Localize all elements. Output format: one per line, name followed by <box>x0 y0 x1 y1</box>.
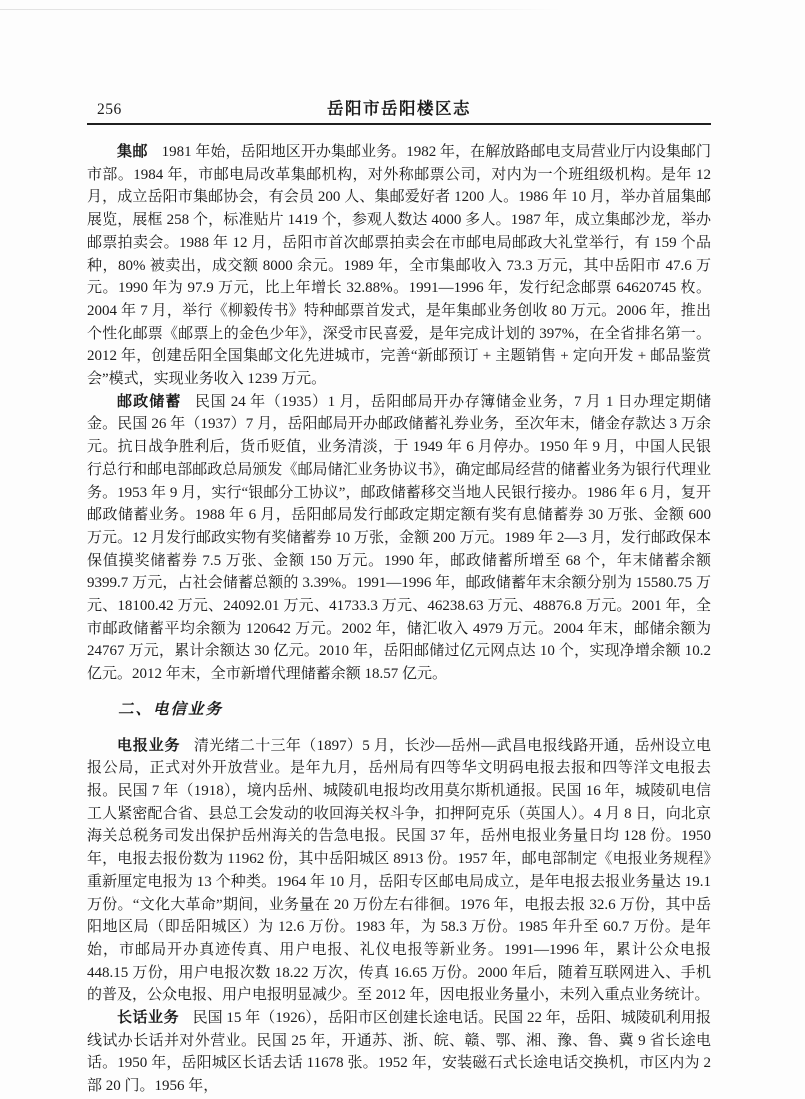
entry-text: 民国 24 年（1935）1 月，岳阳邮局开办存簿储金业务，7 月 1 日办理定期储金。民国 26 年（1937）7 月，岳阳邮局开办邮政储蓄礼券业务，至次年末，储金存款达 3 万余元。抗日战争胜利后，货币贬值，业务清淡，于 1949 年 6 月停办。1950 年 9 月，中国人民银行总行和邮电部邮政总局颁发《邮局储汇业务协议书》，确定邮局经营的储蓄业务为银行代理业务。1953 年 9 月，实行“银邮分工协议”，邮政储蓄移交当地人民银行接办。1986 年 6 月，复开邮政储蓄业务。1988 年 6 月，岳阳邮局发行邮政定期定额有奖有息储蓄券 30 万张、金额 600 万元。12 月发行邮政实物有奖储蓄券 10 万张，金额 200 万元。1989 年 2—3 月，发行邮政保本保值摸奖储蓄券 7.5 万张、金额 150 万元。1990 年，邮政储蓄所增至 68 个，年末储蓄余额 9399.7 万元，占社会储蓄总额的 3.39%。1991—1996 年，邮政储蓄年末余额分别为 15580.75 万元、18100.42 万元、24092.01 万元、41733.3 万元、46238.63 万元、48876.8 万元。2001 年，全市邮政储蓄平均余额为 120642 万元。2002 年，储汇收入 4979 万元。2004 年末，邮储余额为 24767 万元，累计余额达 30 亿元。2010 年，岳阳邮储过亿元网点达 10 个，实现净增余额 10.2 亿元。2012 年末，全市新增代理储蓄余额 18.57 亿元。 <box>87 393 711 683</box>
entry-paragraph <box>87 141 711 391</box>
entry-paragraph <box>87 1007 711 1098</box>
section-heading: 二、电信业务 <box>118 700 224 718</box>
page-header <box>87 99 711 120</box>
page-body <box>87 141 711 1098</box>
entry-text: 1981 年始，岳阳地区开办集邮业务。1982 年，在解放路邮电支局营业厅内设集邮门市部。1984 年，市邮电局改革集邮机构，对外称邮票公司，对内为一个班组级机构。是年 12 月，成立岳阳市集邮协会，有会员 200 人、集邮爱好者 1200 人。1986 年 10 月，举办首届集邮展览，展框 258 个，标准贴片 1419 个，参观人数达 4000 多人。1987 年，成立集邮沙龙，举办邮票拍卖会。1988 年 12 月，岳阳市首次邮票拍卖会在市邮电局邮政大礼堂举行，有 159 个品种，80% 被卖出，成交额 8000 余元。1989 年，全市集邮收入 73.3 万元，其中岳阳市 47.6 万元。1990 年为 97.9 万元，比上年增长 32.88%。1991—1996 年，发行纪念邮票 64620745 枚。2004 年 7 月，举行《柳毅传书》特种邮票首发式，是年集邮业务创收 80 万元。2006 年，推出个性化邮票《邮票上的金色少年》，深受市民喜爱，是年完成计划的 397%，在全省排名第一。2012 年，创建岳阳全国集邮文化先进城市，完善“新邮预订 + 主题销售 + 定向开发 + 邮品鉴赏会”模式，实现业务收入 1239 万元。 <box>87 144 711 388</box>
page-number: 256 <box>97 101 122 118</box>
entry-heading: 集邮 <box>117 143 149 160</box>
entry-paragraph <box>87 391 711 686</box>
entry-paragraph <box>87 735 711 1007</box>
text-column <box>87 0 711 1098</box>
entry-text: 清光绪二十三年（1897）5 月，长沙—岳州—武昌电报线路开通，岳州设立电报公局，正式对外开放营业。是年九月，岳州局有四等华文明码电报去报和四等洋文电报去报。民国 7 年（1918），境内岳州、城陵矶电报均改用莫尔斯机通报。民国 16 年，城陵矶电信工人紧密配合省、县总工会发动的收回海关权斗争，扣押阿克乐（英国人）。4 月 8 日，向北京海关总税务司发出保护岳州海关的告急电报。民国 37 年，岳州电报业务量日均 128 份。1950 年，电报去报份数为 11962 份，其中岳阳城区 8913 份。1957 年，邮电部制定《电报业务规程》重新厘定电报为 13 个种类。1964 年 10 月，岳阳专区邮电局成立，是年电报去报业务量达 19.1 万份。“文化大革命”期间，业务量在 20 万份左右徘徊。1976 年，电报去报 32.6 万份，其中岳阳地区局（即岳阳城区）为 12.6 万份。1983 年，为 58.3 万份。1985 年升至 60.7 万份。是年始，市邮局开办真迹传真、用户电报、礼仪电报等新业务。1991—1996 年，累计公众电报 448.15 万份，用户电报次数 18.22 万次，传真 16.65 万份。2000 年后，随着互联网进入、手机的普及，公众电报、用户电报明显减少。至 2012 年，因电报业务量小，未列入重点业务统计。 <box>87 737 711 1004</box>
book-title: 岳阳市岳阳楼区志 <box>327 100 471 118</box>
entry-heading: 长话业务 <box>117 1009 180 1027</box>
entry-heading: 邮政储蓄 <box>117 392 182 410</box>
header-rule <box>87 123 711 125</box>
entry-heading: 电报业务 <box>117 736 181 754</box>
entry-text: 民国 15 年（1926），岳阳市区创建长途电话。民国 22 年，岳阳、城陵矶利用报线试办长话并对外营业。民国 25 年，开通苏、浙、皖、赣、鄂、湘、豫、鲁、冀 9 省长途电话。1950 年，岳阳城区长话去话 11678 张。1952 年，安装磁石式长途电话交换机，市区内为 2 部 20 门。1956 年， <box>87 1010 711 1095</box>
